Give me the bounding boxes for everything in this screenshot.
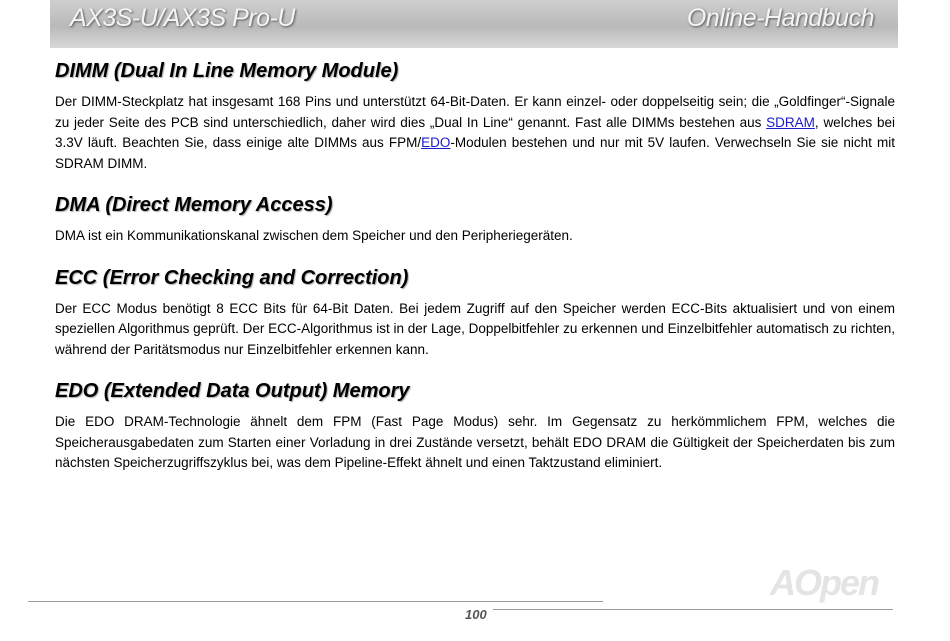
section-body: Die EDO DRAM-Technologie ähnelt dem FPM (Fast Page Modus) sehr. Im Gegensatz zu herkömmlichem FPM, welches die Speicherausgabedaten zum Starten einer Vorladung in drei Zustände versetzt, behält EDO DRAM die Gültigkeit der Speicherdaten bis zum nächsten Speicherzugriffszyklus bei, was dem Pipeline-Effekt ähnelt und einen Taktzustand eliminiert. [55, 414, 895, 470]
sdram-link[interactable]: SDRAM [766, 114, 815, 130]
section-body: Der ECC Modus benötigt 8 ECC Bits für 64-Bit Daten. Bei jedem Zugriff auf den Speicher werden ECC-Bits aktualisiert und von einem speziellen Algorithmus geprüft. Der ECC-Algorithmus ist in der Lage, Doppelbitfehler zu erkennen und Einzelbitfehler automatisch zu richten, während der Paritätsmodus nur Einzelbitfehler erkennen kann. [55, 300, 895, 357]
section-body: DMA ist ein Kommunikationskanal zwischen dem Speicher und den Peripheriegeräten. [55, 228, 573, 243]
section-dma [55, 192, 895, 247]
body-text: -Modulen bestehen und nur mit 5V laufen. Verwechseln Sie sie nicht mit SDRAM DIMM. [55, 135, 895, 171]
page-header [50, 0, 898, 48]
section-dimm [55, 58, 895, 174]
aopen-logo: AOpen [770, 562, 879, 603]
manual-type-title: Online-Handbuch [686, 4, 874, 32]
section-body [55, 92, 895, 174]
body-text: Der DIMM-Steckplatz hat insgesamt 168 Pins und unterstützt 64-Bit-Daten. Er kann einzel- oder doppelseitig sein; die „Goldfinger“-Signale zu jeder Seite des PCB sind unterschiedlich, daher wird dies „Dual In Line“ genannt. Fast alle DIMMs bestehen aus [55, 94, 895, 130]
manual-model-title: AX3S-U/AX3S Pro-U [70, 4, 295, 32]
body-text: , welches bei 3.3V läuft. Beachten Sie, dass einige alte DIMMs aus FPM/ [55, 114, 895, 150]
footer-divider [28, 601, 603, 602]
section-heading: DMA (Direct Memory Access) [55, 194, 333, 216]
footer-divider [493, 609, 893, 610]
section-ecc [55, 265, 895, 361]
section-heading: ECC (Error Checking and Correction) [55, 266, 409, 289]
page-content [55, 58, 895, 492]
section-heading: EDO (Extended Data Output) Memory [55, 380, 410, 402]
edo-link[interactable]: EDO [421, 135, 451, 150]
section-heading: DIMM (Dual In Line Memory Module) [55, 60, 399, 82]
page-number: 100 [465, 607, 487, 622]
section-edo [55, 378, 895, 474]
